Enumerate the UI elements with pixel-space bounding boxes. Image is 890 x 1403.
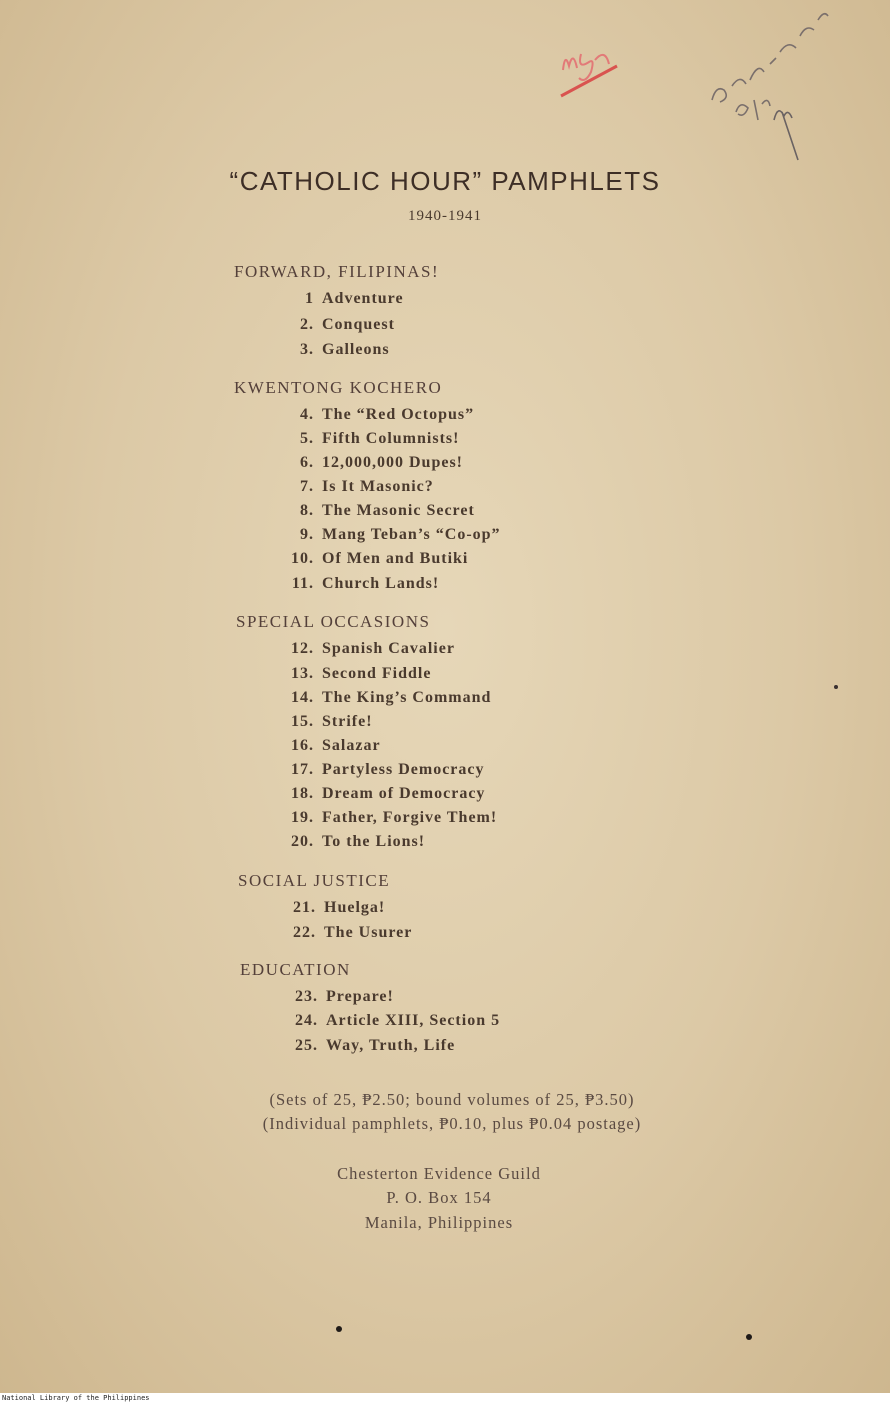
- item-number: 13.: [291, 665, 314, 682]
- list-item: [282, 924, 412, 942]
- section-heading-education: EDUCATION: [240, 960, 351, 979]
- item-number: 11.: [291, 575, 314, 592]
- item-title: Mang Teban’s “Co-op”: [322, 526, 501, 543]
- list-item: [280, 454, 463, 472]
- item-title: Church Lands!: [322, 575, 440, 592]
- list-item: [284, 1037, 455, 1055]
- item-number: 19.: [291, 809, 314, 826]
- item-number: 5.: [300, 430, 314, 447]
- list-item: [280, 526, 501, 544]
- list-item: [280, 406, 474, 424]
- list-item: [280, 737, 381, 755]
- item-number: 9.: [300, 526, 314, 543]
- item-number: 4.: [300, 406, 314, 423]
- ink-speck: [746, 1334, 752, 1340]
- item-title: Conquest: [322, 316, 395, 333]
- item-number: 14.: [291, 689, 314, 706]
- item-number: 3.: [300, 341, 314, 358]
- item-number: 8.: [300, 502, 314, 519]
- list-item: [280, 689, 491, 707]
- list-item: [282, 899, 385, 917]
- item-title: Prepare!: [326, 988, 394, 1005]
- years-subtitle: 1940-1941: [408, 208, 482, 224]
- list-item: [284, 988, 394, 1006]
- item-title: Dream of Democracy: [322, 785, 486, 802]
- page-title: “CATHOLIC HOUR” PAMPHLETS: [229, 166, 661, 196]
- list-item: [280, 575, 439, 593]
- item-number: 24.: [295, 1012, 318, 1029]
- item-title: Way, Truth, Life: [326, 1037, 456, 1054]
- section-heading-special-occasions: SPECIAL OCCASIONS: [236, 612, 431, 631]
- list-item: [280, 713, 373, 731]
- list-item: [284, 1012, 500, 1030]
- publisher-box: P. O. Box 154: [386, 1188, 492, 1207]
- list-item: [280, 316, 395, 334]
- item-title: Spanish Cavalier: [322, 640, 455, 657]
- list-item: [280, 502, 475, 520]
- item-title: Salazar: [322, 737, 381, 754]
- item-number: 15.: [291, 713, 314, 730]
- item-number: 17.: [291, 761, 314, 778]
- list-item: [280, 665, 431, 683]
- item-number: 18.: [291, 785, 314, 802]
- publisher-city: Manila, Philippines: [364, 1213, 514, 1232]
- footer-credit: National Library of the Philippines: [2, 1394, 150, 1402]
- item-title: The King’s Command: [322, 689, 492, 706]
- item-number: 10.: [291, 550, 314, 567]
- item-title: Father, Forgive Them!: [322, 809, 498, 826]
- item-title: Partyless Democracy: [322, 761, 485, 778]
- section-heading-forward-filipinas: FORWARD, FILIPINAS!: [234, 262, 440, 281]
- list-item: [280, 430, 459, 448]
- list-item: [280, 785, 485, 803]
- item-number: 20.: [291, 833, 314, 850]
- item-number: 21.: [293, 899, 316, 916]
- item-title: Of Men and Butiki: [322, 550, 469, 567]
- item-title: Strife!: [322, 713, 373, 730]
- section-heading-social-justice: SOCIAL JUSTICE: [238, 871, 391, 890]
- item-title: Second Fiddle: [322, 665, 432, 682]
- item-number: 25.: [295, 1037, 318, 1054]
- item-number: 22.: [293, 924, 316, 941]
- section-heading-kwentong-kochero: KWENTONG KOCHERO: [234, 378, 443, 397]
- item-number: 6.: [300, 454, 314, 471]
- red-pencil-mark: [555, 40, 635, 100]
- item-number: 12.: [291, 640, 314, 657]
- pricing-individual: (Individual pamphlets, ₱0.10, plus ₱0.04 postage): [262, 1114, 642, 1133]
- item-title: Is It Masonic?: [322, 478, 434, 495]
- list-item: [280, 550, 468, 568]
- list-item: [280, 761, 485, 779]
- list-item: [280, 809, 497, 827]
- item-number: 1: [305, 290, 314, 307]
- item-title: The “Red Octopus”: [322, 406, 475, 423]
- pencil-accession-note: [700, 0, 835, 165]
- list-item: [280, 478, 434, 496]
- list-item: [280, 341, 390, 359]
- pricing-sets: (Sets of 25, ₱2.50; bound volumes of 25, ₱3.50): [269, 1090, 635, 1109]
- item-title: Fifth Columnists!: [322, 430, 460, 447]
- ink-speck: [336, 1326, 342, 1332]
- list-item: [280, 833, 425, 851]
- item-number: 2.: [300, 316, 314, 333]
- item-title: Huelga!: [324, 899, 386, 916]
- item-number: 7.: [300, 478, 314, 495]
- list-item: [280, 290, 404, 308]
- publisher-name: Chesterton Evidence Guild: [337, 1164, 541, 1183]
- item-number: 23.: [295, 988, 318, 1005]
- item-title: The Usurer: [324, 924, 413, 941]
- item-title: The Masonic Secret: [322, 502, 475, 519]
- list-item: [280, 640, 455, 658]
- item-number: 16.: [291, 737, 314, 754]
- item-title: To the Lions!: [322, 833, 426, 850]
- item-title: Galleons: [322, 341, 390, 358]
- item-title: Adventure: [322, 290, 404, 307]
- item-title: Article XIII, Section 5: [326, 1012, 501, 1029]
- ink-speck: [834, 685, 838, 689]
- item-title: 12,000,000 Dupes!: [322, 454, 464, 471]
